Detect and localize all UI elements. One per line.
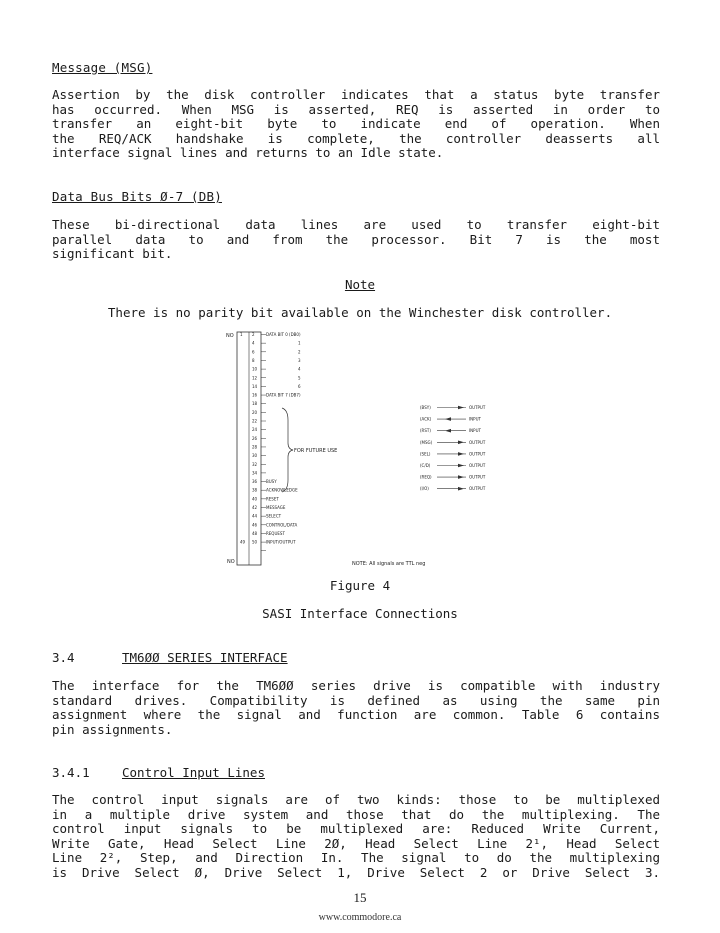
section-34-line: assignment where the signal and function are common. Table 6 contains (52, 707, 660, 722)
data-bit-label: 6 (298, 383, 301, 389)
page-number: 15 (353, 890, 367, 905)
msg-paragraph (52, 88, 660, 161)
direction-arrow-head (458, 406, 464, 410)
db-line: These bi-directional data lines are used to transfer eight-bit (52, 217, 660, 232)
signal-label: ACKNOWLEDGE (266, 487, 298, 493)
direction-arrow-head (458, 487, 464, 491)
data-bit-label: DATA BIT 0 (DB0) (266, 332, 301, 337)
signal-label: INPUT/OUTPUT (266, 539, 296, 545)
pin-number: 12 (252, 375, 258, 381)
pin-number: 22 (252, 418, 258, 424)
db-line: significant bit. (52, 246, 173, 261)
section-341-number: 3.4.1 (52, 765, 90, 780)
direction-signal-name: (I/O) (420, 486, 429, 492)
section-34-paragraph (52, 679, 660, 737)
section-341-line: is Drive Select Ø, Drive Select 1, Drive Select 2 or Drive Select 3. (52, 864, 660, 880)
pin-number: 48 (252, 530, 258, 536)
pin-number: 26 (252, 435, 258, 441)
data-bit-label: 2 (298, 349, 301, 355)
direction-arrow-head (458, 464, 464, 468)
pin-number: 30 (252, 453, 258, 459)
direction-signal-name: (RST) (420, 428, 431, 434)
pin-number: 32 (252, 461, 258, 467)
pin-number: 42 (252, 505, 258, 510)
pin-number: 20 (252, 409, 258, 415)
data-bit-labels (266, 332, 301, 398)
direction-label: INPUT (469, 416, 481, 422)
figure-caption-title: SASI Interface Connections (262, 606, 458, 621)
section-34-line: standard drives. Compatibility is defined as using the same pin (52, 692, 660, 708)
direction-signal-name: (BSY) (420, 405, 431, 410)
db-line: parallel data to and from the processor. Bit 7 is the most (52, 231, 660, 247)
msg-line: the REQ/ACK handshake is complete, the controller deasserts all (52, 130, 660, 146)
pin-number: 49 (240, 539, 246, 545)
msg-line: has occurred. When MSG is asserted, REQ is asserted in order to (52, 101, 660, 117)
msg-line: transfer an eight-bit byte to indicate end of operation. When (52, 116, 660, 131)
section-341-title: Control Input Lines (122, 765, 265, 780)
signal-label: BUSY (266, 479, 277, 485)
direction-arrow-head (458, 452, 464, 456)
msg-line: Assertion by the disk controller indicates that a status byte transfer (52, 87, 660, 102)
direction-signal-name: (MSG) (420, 439, 433, 445)
pin-number: 8 (252, 357, 255, 363)
future-use-brace (282, 408, 293, 492)
pin-number: 40 (252, 496, 258, 502)
no-label-bottom: NO (227, 559, 235, 565)
section-34-line: The interface for the TM6ØØ series drive is compatible with industry (52, 678, 660, 693)
pin-number: 28 (252, 444, 258, 450)
msg-line: interface signal lines and returns to an Idle state. (52, 145, 444, 160)
pin-number: 4 (252, 340, 255, 346)
figure-note: NOTE: All signals are TTL neg (352, 561, 426, 567)
section-341-line: Write Gate, Head Select Line 2Ø, Head Select Line 2¹, Head Select (52, 835, 660, 851)
pin-number: 38 (252, 487, 258, 493)
note-heading (0, 277, 720, 292)
signal-label: RESET (266, 496, 279, 502)
future-use-label: FOR FUTURE USE (294, 448, 338, 454)
direction-arrow-head (458, 475, 464, 479)
section-34-line: pin assignments. (52, 721, 173, 737)
signal-label: SELECT (266, 513, 282, 519)
pin-number: 10 (252, 366, 258, 372)
section-34-title: TM6ØØ SERIES INTERFACE (122, 650, 288, 665)
signal-label: CONTROL/DATA (266, 522, 298, 528)
direction-label: OUTPUT (469, 474, 486, 480)
section-341-paragraph (52, 793, 660, 880)
pin-number: 36 (252, 479, 258, 485)
pin-number: 50 (252, 539, 258, 545)
direction-label: OUTPUT (469, 439, 486, 445)
note-text: There is no parity bit available on the Winchester disk controller. (107, 305, 613, 320)
direction-signals (420, 405, 486, 491)
direction-arrow-head (458, 441, 464, 445)
data-bit-label: 1 (298, 340, 301, 346)
section-341-line: Line 2², Step, and Direction In. The signal to do the multiplexing (52, 850, 660, 865)
pin-number: 44 (252, 513, 258, 519)
msg-heading: Message (MSG) (52, 60, 153, 75)
signal-label: MESSAGE (266, 505, 286, 510)
section-34-number: 3.4 (52, 650, 75, 665)
direction-signal-name: (REQ) (420, 474, 432, 480)
direction-arrow-head (445, 429, 451, 433)
pin-number: 16 (252, 392, 258, 398)
pin-number: 2 (252, 332, 255, 337)
direction-label: OUTPUT (469, 405, 486, 410)
db-heading: Data Bus Bits Ø-7 (DB) (52, 189, 222, 204)
pin-number: 14 (252, 383, 258, 389)
pin-number: 24 (252, 427, 258, 433)
pin-number: 6 (252, 349, 255, 355)
direction-signal-name: (ACK) (420, 416, 432, 422)
figure-caption-number: Figure 4 (329, 578, 391, 593)
data-bit-label: 3 (298, 357, 301, 363)
pin-number: 1 (240, 332, 243, 337)
direction-signal-name: (C/D) (420, 463, 431, 468)
data-bit-label: DATA BIT 7 (DB7) (266, 392, 301, 398)
direction-signal-name: (SEL) (420, 451, 431, 457)
pin-number: 34 (252, 470, 258, 476)
direction-label: OUTPUT (469, 486, 486, 492)
data-bit-label: 4 (298, 366, 301, 372)
data-bit-label: 5 (298, 375, 301, 381)
note-heading-text: Note (344, 277, 376, 292)
sasi-connector-figure (0, 325, 720, 570)
signal-labels (266, 479, 298, 545)
section-341-line: The control input signals are of two kinds: those to be multiplexed (52, 792, 660, 807)
pin-number: 18 (252, 401, 258, 407)
db-paragraph (52, 218, 660, 262)
pin-number: 46 (252, 522, 258, 528)
no-label-top: NO (226, 333, 234, 339)
direction-arrow-head (445, 417, 451, 421)
section-341-line: in a multiple drive system and those that do the multiplexing. The (52, 806, 660, 822)
direction-label: INPUT (469, 428, 481, 434)
section-341-line: control input signals to be multiplexed are: Reduced Write Current, (52, 821, 660, 836)
signal-label: REQUEST (266, 530, 285, 536)
website-watermark: www.commodore.ca (318, 912, 402, 923)
direction-label: OUTPUT (469, 463, 486, 468)
direction-label: OUTPUT (469, 451, 486, 457)
